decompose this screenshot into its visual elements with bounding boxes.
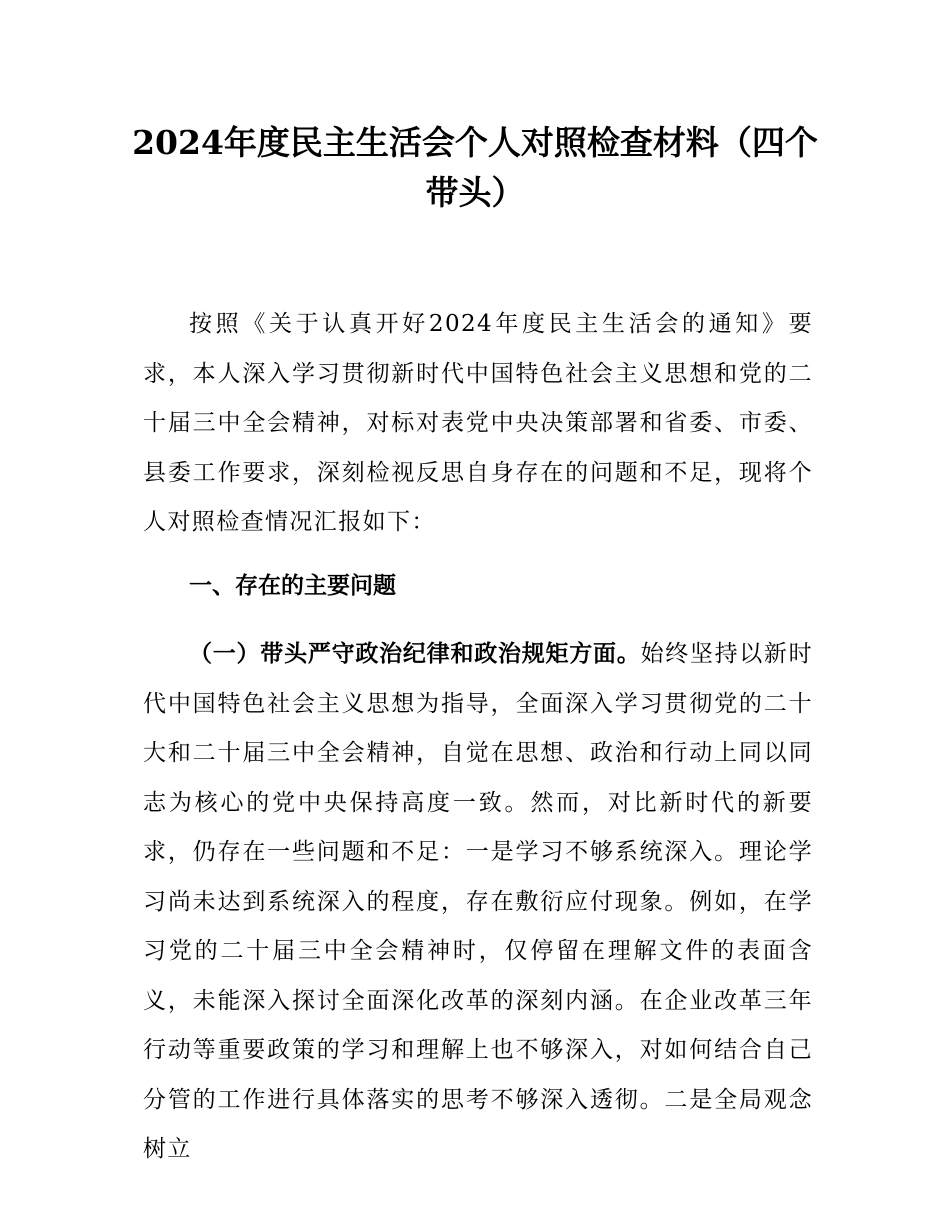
subsection-body: 始终坚持以新时代中国特色社会主义思想为指导，全面深入学习贯彻党的二十大和二十届三中全会精神，自觉在思想、政治和行动上同以同志为核心的党中央保持高度一致。然而，对比新时代的新要求，仍存在一些问题和不足：一是学习不够系统深入。理论学习尚未达到系统深入的程度，存在敷衍应付现象。例如，在学习党的二十届三中全会精神时，仅停留在理解文件的表面含义，未能深入探讨全面深化改革的深刻内涵。在企业改革三年行动等重要政策的学习和理解上也不够深入，对如何结合自己分管的工作进行具体落实的思考不够深入透彻。二是全局观念树立 bbox=[143, 641, 813, 1162]
section-heading-problems: 一、存在的主要问题 bbox=[189, 573, 396, 599]
subsection-lead: （一）带头严守政治纪律和政治规矩方面。 bbox=[189, 641, 641, 667]
subsection-paragraph-political-discipline bbox=[143, 630, 813, 1175]
intro-paragraph: 按照《关于认真开好2024年度民主生活会的通知》要求，本人深入学习贯彻新时代中国特色社会主义思想和党的二十届三中全会精神，对标对表党中央决策部署和省委、市委、县委工作要求，深刻检视反思自身存在的问题和不足，现将个人对照检查情况汇报如下： bbox=[143, 311, 813, 535]
document-title: 2024年度民主生活会个人对照检查材料（四个带头） bbox=[132, 123, 818, 212]
